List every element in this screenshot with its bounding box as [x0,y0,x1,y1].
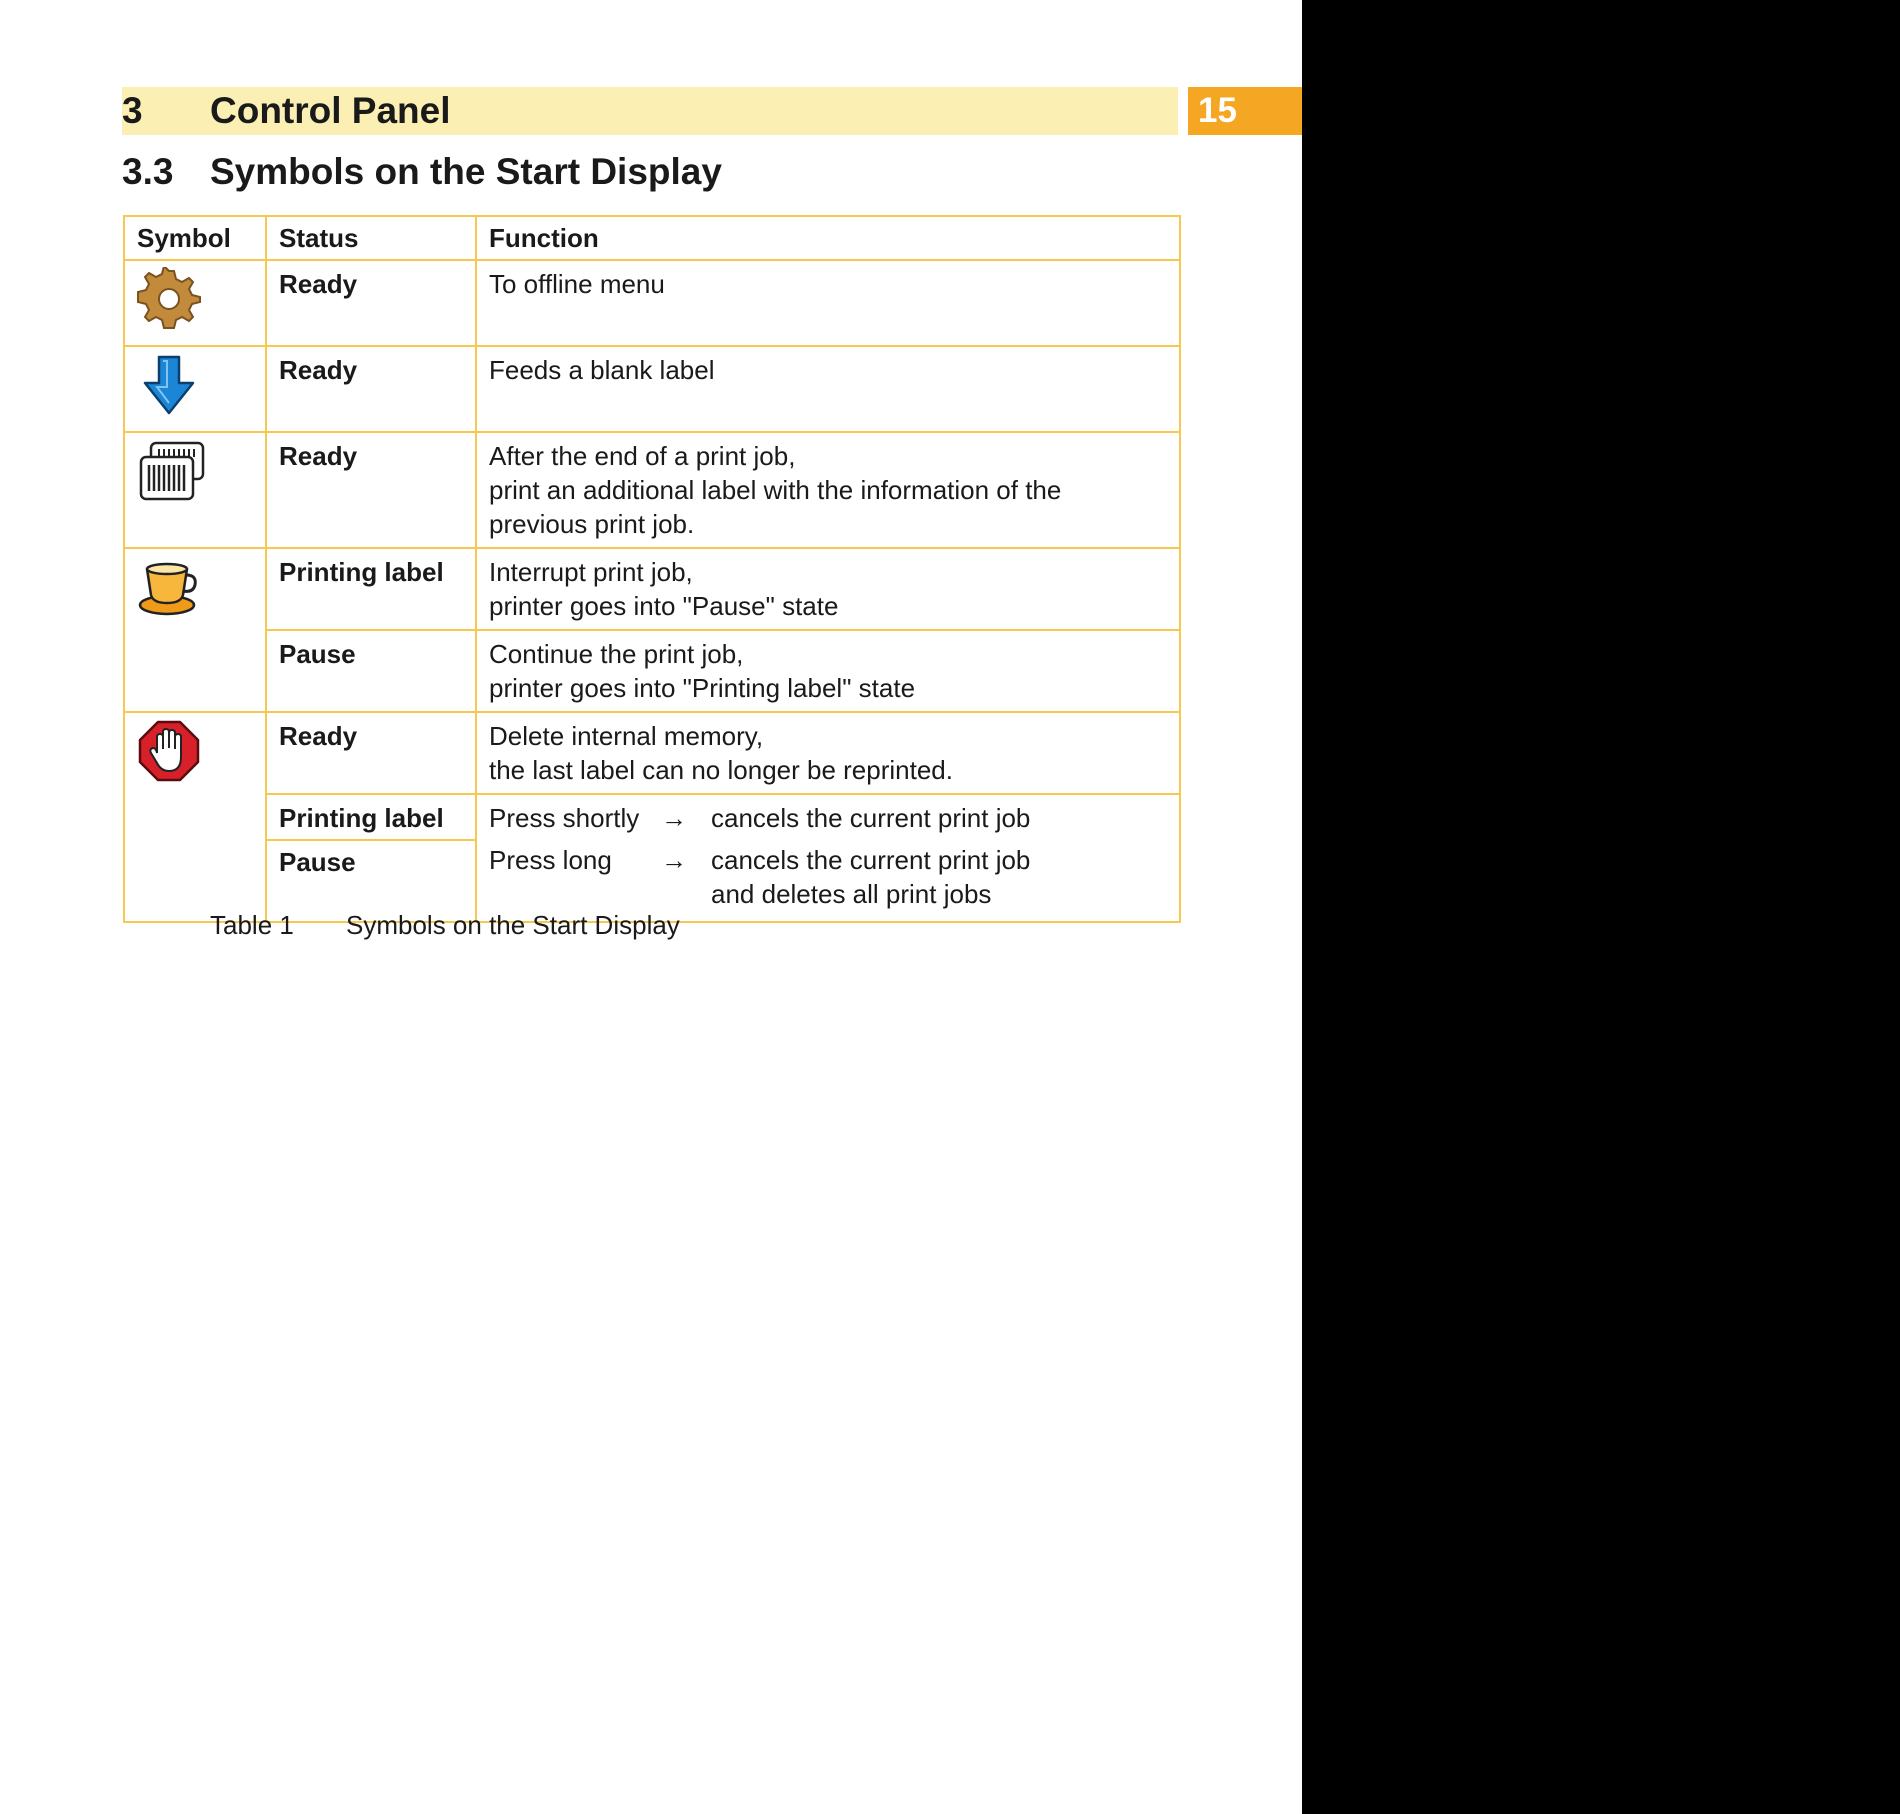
function-text: Interrupt print job, [489,557,693,587]
function-text: After the end of a print job, [489,441,796,471]
status-cell: Ready [266,432,476,548]
function-cell [476,432,1180,548]
function-text: printer goes into "Printing label" state [489,673,916,703]
caption-number: Table 1 [210,910,294,940]
status-cell: Pause [266,840,476,922]
symbols-table [123,215,1181,923]
page-number-tab [1188,87,1302,135]
press-long-text [711,843,1167,911]
reprint-label-icon [137,439,209,503]
table-row [124,794,1180,840]
table-row [124,548,1180,630]
pause-cup-icon [137,555,201,619]
table-row [124,630,1180,712]
column-header-status: Status [266,216,476,260]
chapter-header-bar [122,87,1178,135]
symbol-cell [124,548,266,712]
symbol-cell [124,346,266,432]
function-text: the last label can no longer be reprinted. [489,755,953,785]
arrow-right-icon: → [661,845,687,875]
function-cell [476,548,1180,630]
function-cell [476,260,1180,346]
function-cell [476,630,1180,712]
section-title-text: Symbols on the Start Display [210,151,722,192]
symbol-cell [124,432,266,548]
press-short-line [489,801,1167,835]
press-long-text-line: and deletes all print jobs [711,879,992,909]
status-cell: Printing label [266,794,476,840]
function-text: Feeds a blank label [489,355,715,385]
function-text: print an additional label with the information of the [489,475,1062,505]
arrow-down-icon [137,353,201,417]
function-text: Continue the print job, [489,639,744,669]
function-text: To offline menu [489,269,665,299]
status-cell: Ready [266,346,476,432]
function-cell [476,346,1180,432]
table-row [124,712,1180,794]
press-long-line [489,843,1167,911]
table-row [124,346,1180,432]
function-cell [476,712,1180,794]
table-row [124,432,1180,548]
press-short-label: Press shortly [489,803,640,833]
page-number: 15 [1198,91,1237,130]
function-cell [476,794,1180,922]
function-text: previous print job. [489,509,695,539]
symbol-cell [124,260,266,346]
section-title [122,148,722,196]
chapter-title: Control Panel [210,90,451,131]
chapter-number: 3 [122,90,143,131]
press-short-text: cancels the current print job [711,803,1031,833]
section-number: 3.3 [122,151,174,192]
table-row [124,260,1180,346]
press-long-text-line: cancels the current print job [711,845,1031,875]
gear-icon [137,267,201,331]
status-cell: Printing label [266,548,476,630]
symbol-cell [124,712,266,922]
table-caption [210,908,680,942]
column-header-symbol: Symbol [124,216,266,260]
press-long-label: Press long [489,845,612,875]
caption-text: Symbols on the Start Display [346,910,680,940]
table-header-row [124,216,1180,260]
function-text: printer goes into "Pause" state [489,591,839,621]
status-cell: Ready [266,712,476,794]
status-cell: Ready [266,260,476,346]
function-text: Delete internal memory, [489,721,764,751]
column-header-function: Function [476,216,1180,260]
stop-hand-icon [137,719,201,783]
arrow-right-icon: → [661,803,687,833]
status-cell: Pause [266,630,476,712]
